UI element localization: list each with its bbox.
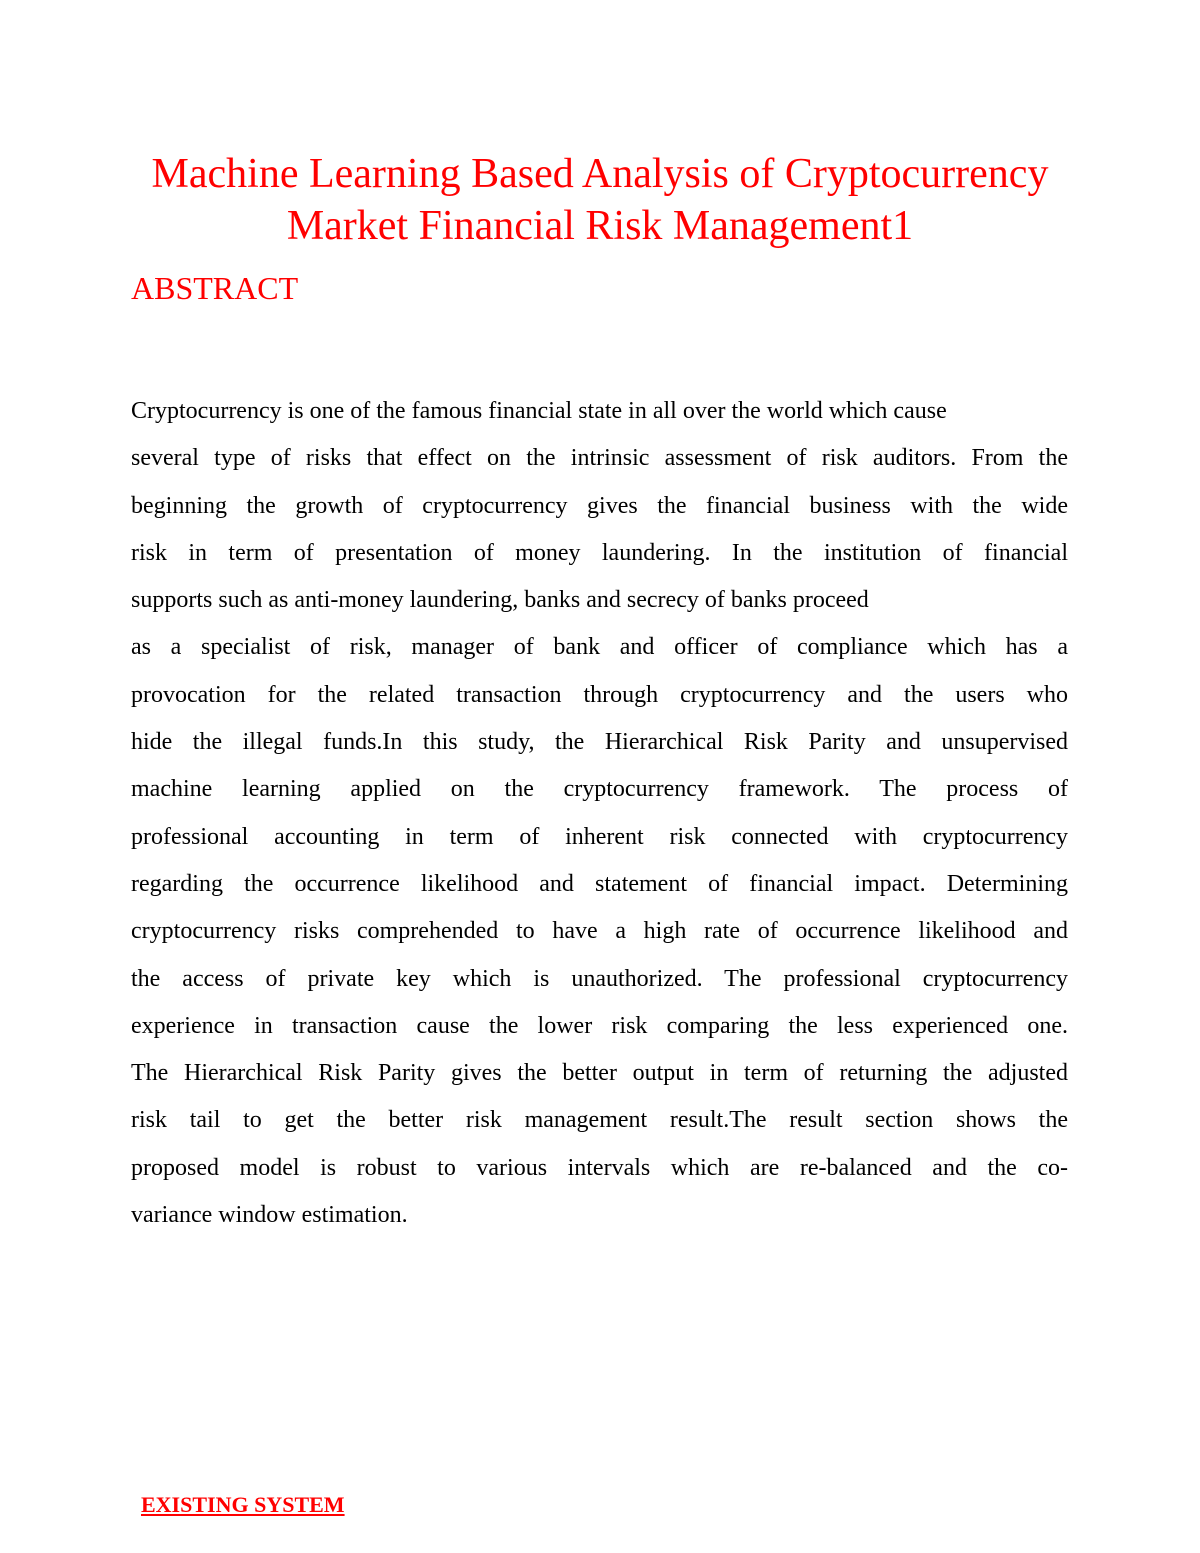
abstract-heading: ABSTRACT [131,270,299,306]
abstract-line: variance window estimation. [131,1202,408,1229]
abstract-line: beginning the growth of cryptocurrency gives the financial business with the wide [131,492,1068,519]
abstract-line: The Hierarchical Risk Parity gives the better output in term of returning the adjusted [131,1060,1068,1087]
abstract-body [131,388,1068,1239]
abstract-line: cryptocurrency risks comprehended to have a high rate of occurrence likelihood and [131,918,1068,945]
abstract-line: hide the illegal funds.In this study, the Hierarchical Risk Parity and unsupervised [131,729,1068,756]
abstract-line: professional accounting in term of inherent risk connected with cryptocurrency [131,823,1068,850]
abstract-line: the access of private key which is unauthorized. The professional cryptocurrency [131,965,1068,992]
abstract-line: several type of risks that effect on the intrinsic assessment of risk auditors. From the [131,445,1068,472]
abstract-line: machine learning applied on the cryptocurrency framework. The process of [131,776,1068,803]
abstract-line: supports such as anti-money laundering, banks and secrecy of banks proceed [131,587,869,614]
abstract-line: as a specialist of risk, manager of bank and officer of compliance which has a [131,634,1068,661]
paper-title-line-1: Machine Learning Based Analysis of Cryptocurrency [151,151,1049,197]
abstract-line: regarding the occurrence likelihood and statement of financial impact. Determining [131,870,1068,897]
abstract-line: risk tail to get the better risk management result.The result section shows the [131,1107,1068,1134]
abstract-line: proposed model is robust to various intervals which are re-balanced and the co- [131,1154,1068,1181]
paper-title [100,148,1100,252]
abstract-line: experience in transaction cause the lower risk comparing the less experienced one. [131,1012,1068,1039]
abstract-line: provocation for the related transaction through cryptocurrency and the users who [131,681,1068,708]
abstract-line: risk in term of presentation of money laundering. In the institution of financial [131,539,1068,566]
paper-title-line-2: Market Financial Risk Management1 [286,203,914,249]
abstract-line: Cryptocurrency is one of the famous financial state in all over the world which cause [131,398,947,424]
existing-system-heading: EXISTING SYSTEM [141,1492,345,1517]
